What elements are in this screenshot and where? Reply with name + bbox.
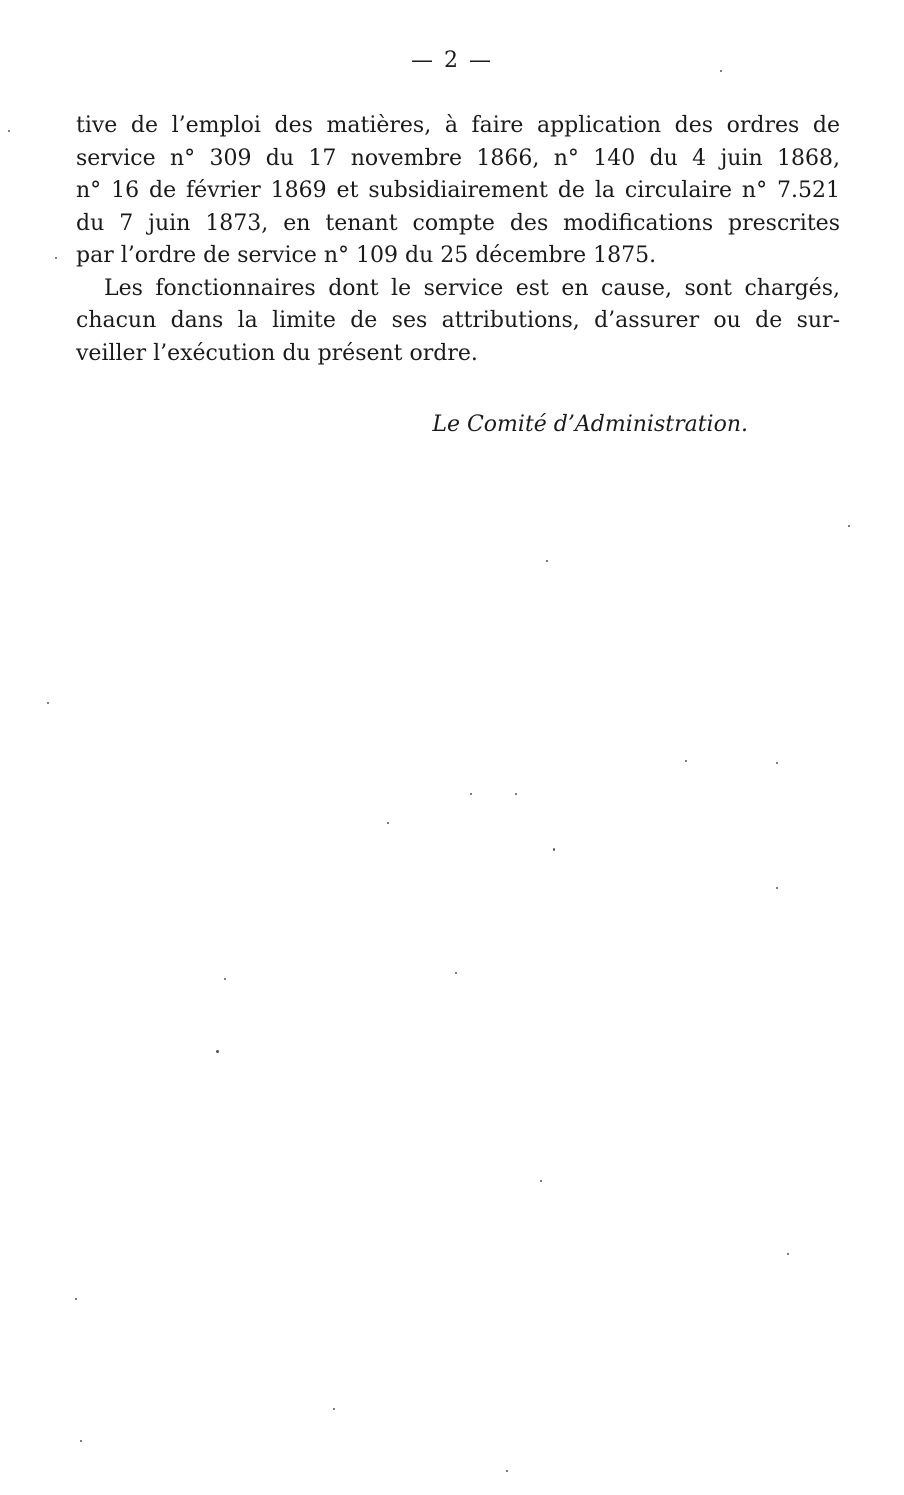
text-line: Les fonctionnaires dont le service est en cause, sont chargés, bbox=[104, 275, 840, 301]
text-line: du 7 juin 1873, en tenant compte des modifications prescrites bbox=[76, 210, 840, 236]
scan-speck bbox=[8, 130, 10, 132]
scan-speck bbox=[216, 1050, 219, 1053]
text-line: chacun dans la limite de ses attributions, d’assurer ou de sur- bbox=[76, 308, 840, 333]
paragraph-1 bbox=[76, 110, 840, 273]
text-line: par l’ordre de service n° 109 du 25 décembre 1875. bbox=[76, 243, 657, 268]
scan-speck bbox=[75, 1298, 77, 1300]
text-line: service n° 309 du 17 novembre 1866, n° 140 du 4 juin 1868, bbox=[76, 145, 840, 171]
scan-speck bbox=[80, 1440, 82, 1442]
scan-speck bbox=[515, 793, 517, 795]
body-text bbox=[76, 110, 840, 370]
scan-speck bbox=[506, 1470, 508, 1472]
scan-speck bbox=[776, 762, 778, 764]
signature: Le Comité d’Administration. bbox=[432, 412, 748, 437]
scan-speck bbox=[787, 1253, 789, 1255]
paragraph-2 bbox=[76, 273, 840, 371]
scan-speck bbox=[720, 70, 722, 72]
scan-speck bbox=[387, 822, 389, 824]
scan-speck bbox=[546, 560, 548, 562]
text-line: tive de l’emploi des matières, à faire application des ordres de bbox=[76, 113, 840, 138]
scan-speck bbox=[685, 760, 687, 762]
scan-speck bbox=[55, 257, 57, 259]
scan-speck bbox=[776, 887, 778, 889]
scan-speck bbox=[540, 1180, 542, 1182]
text-line: n° 16 de février 1869 et subsidiairement de la circulaire n° 7.521 bbox=[76, 178, 840, 203]
scan-speck bbox=[470, 793, 472, 795]
scan-speck bbox=[224, 978, 226, 980]
scan-speck bbox=[553, 848, 555, 851]
scan-speck bbox=[333, 1408, 335, 1410]
page-number: — 2 — bbox=[411, 48, 493, 73]
text-line: veiller l’exécution du présent ordre. bbox=[76, 340, 478, 366]
scan-speck bbox=[848, 525, 850, 527]
scan-speck bbox=[47, 702, 49, 704]
scan-speck bbox=[455, 972, 457, 974]
